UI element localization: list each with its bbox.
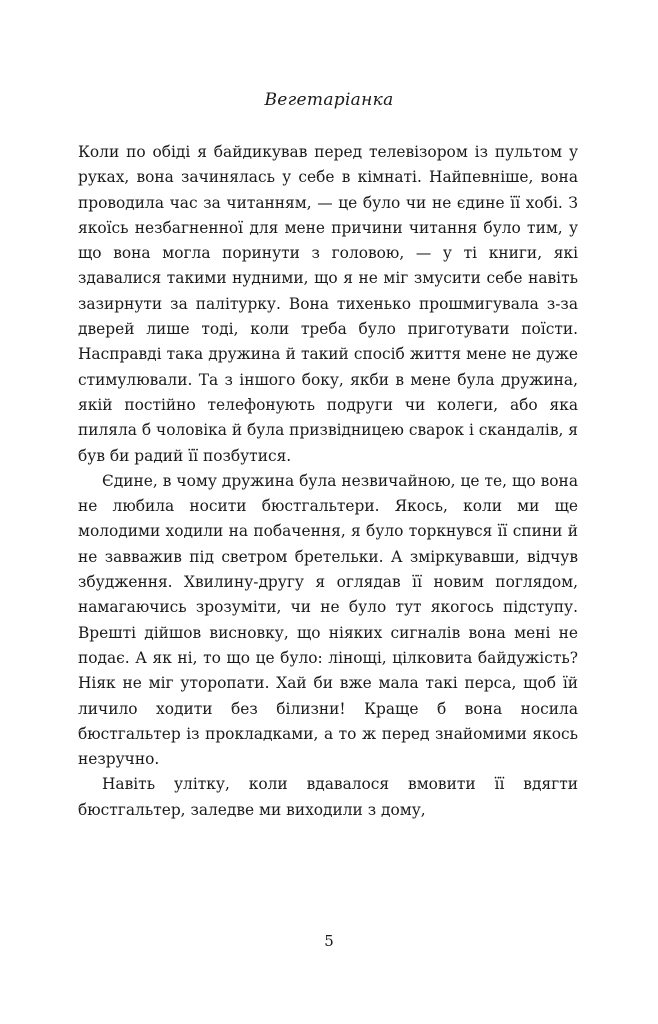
paragraph-2: Єдине, в чому дружина була незвичайною, це те, що вона не любила носити бюстгальтери. Якось, коли ми ще молодими ходили на побачення, я було торкнувся її спини й не завважив під светром бретельки. А зміркувавши, відчув збудження. Хвилину-другу я оглядав її новим поглядом, намагаючись зрозуміти, чи не було тут якогось підступу. Врешті дійшов висновку, що ніяких сигналів вона мені не подає. А як ні, то що це було: лінощі, цілковита байдужість? Ніяк не міг уторопати. Хай би вже мала такі перса, щоб їй личило ходити без білизни! Краще б вона носила бюстгальтер із прокладками, а то ж перед знайомими якось незручно. — [78, 471, 578, 769]
running-head: Вегетаріанка — [264, 90, 394, 110]
paragraph-3: Навіть улітку, коли вдавалося вмовити її вдягти бюстгальтер, заледве ми виходили з дому, — [78, 775, 578, 819]
body-text — [78, 140, 578, 823]
paragraph-1: Коли по обіді я байдикував перед телевізором із пультом у руках, вона зачинялась у себе в кімнаті. Найпевніше, вона проводила час за читанням, — це було чи не єдине її хобі. З якоїсь незбагненної для мене причини читання було тим, у що вона могла поринути з головою, — у ті книги, які здавалися такими нудними, що я не міг змусити себе навіть зазирнути за палітурку. Вона тихенько прошмигувала з-за дверей лише тоді, коли треба було приготувати поїсти. Насправді така дружина й такий спосіб життя мене не дуже стимулювали. Та з іншого боку, якби в мене була дружина, якій постійно телефонують подруги чи колеги, або яка пиляла б чоловіка й була призвідницею сварок і скандалів, я був би радий її позбутися. — [78, 143, 578, 465]
page-number: 5 — [324, 932, 334, 950]
